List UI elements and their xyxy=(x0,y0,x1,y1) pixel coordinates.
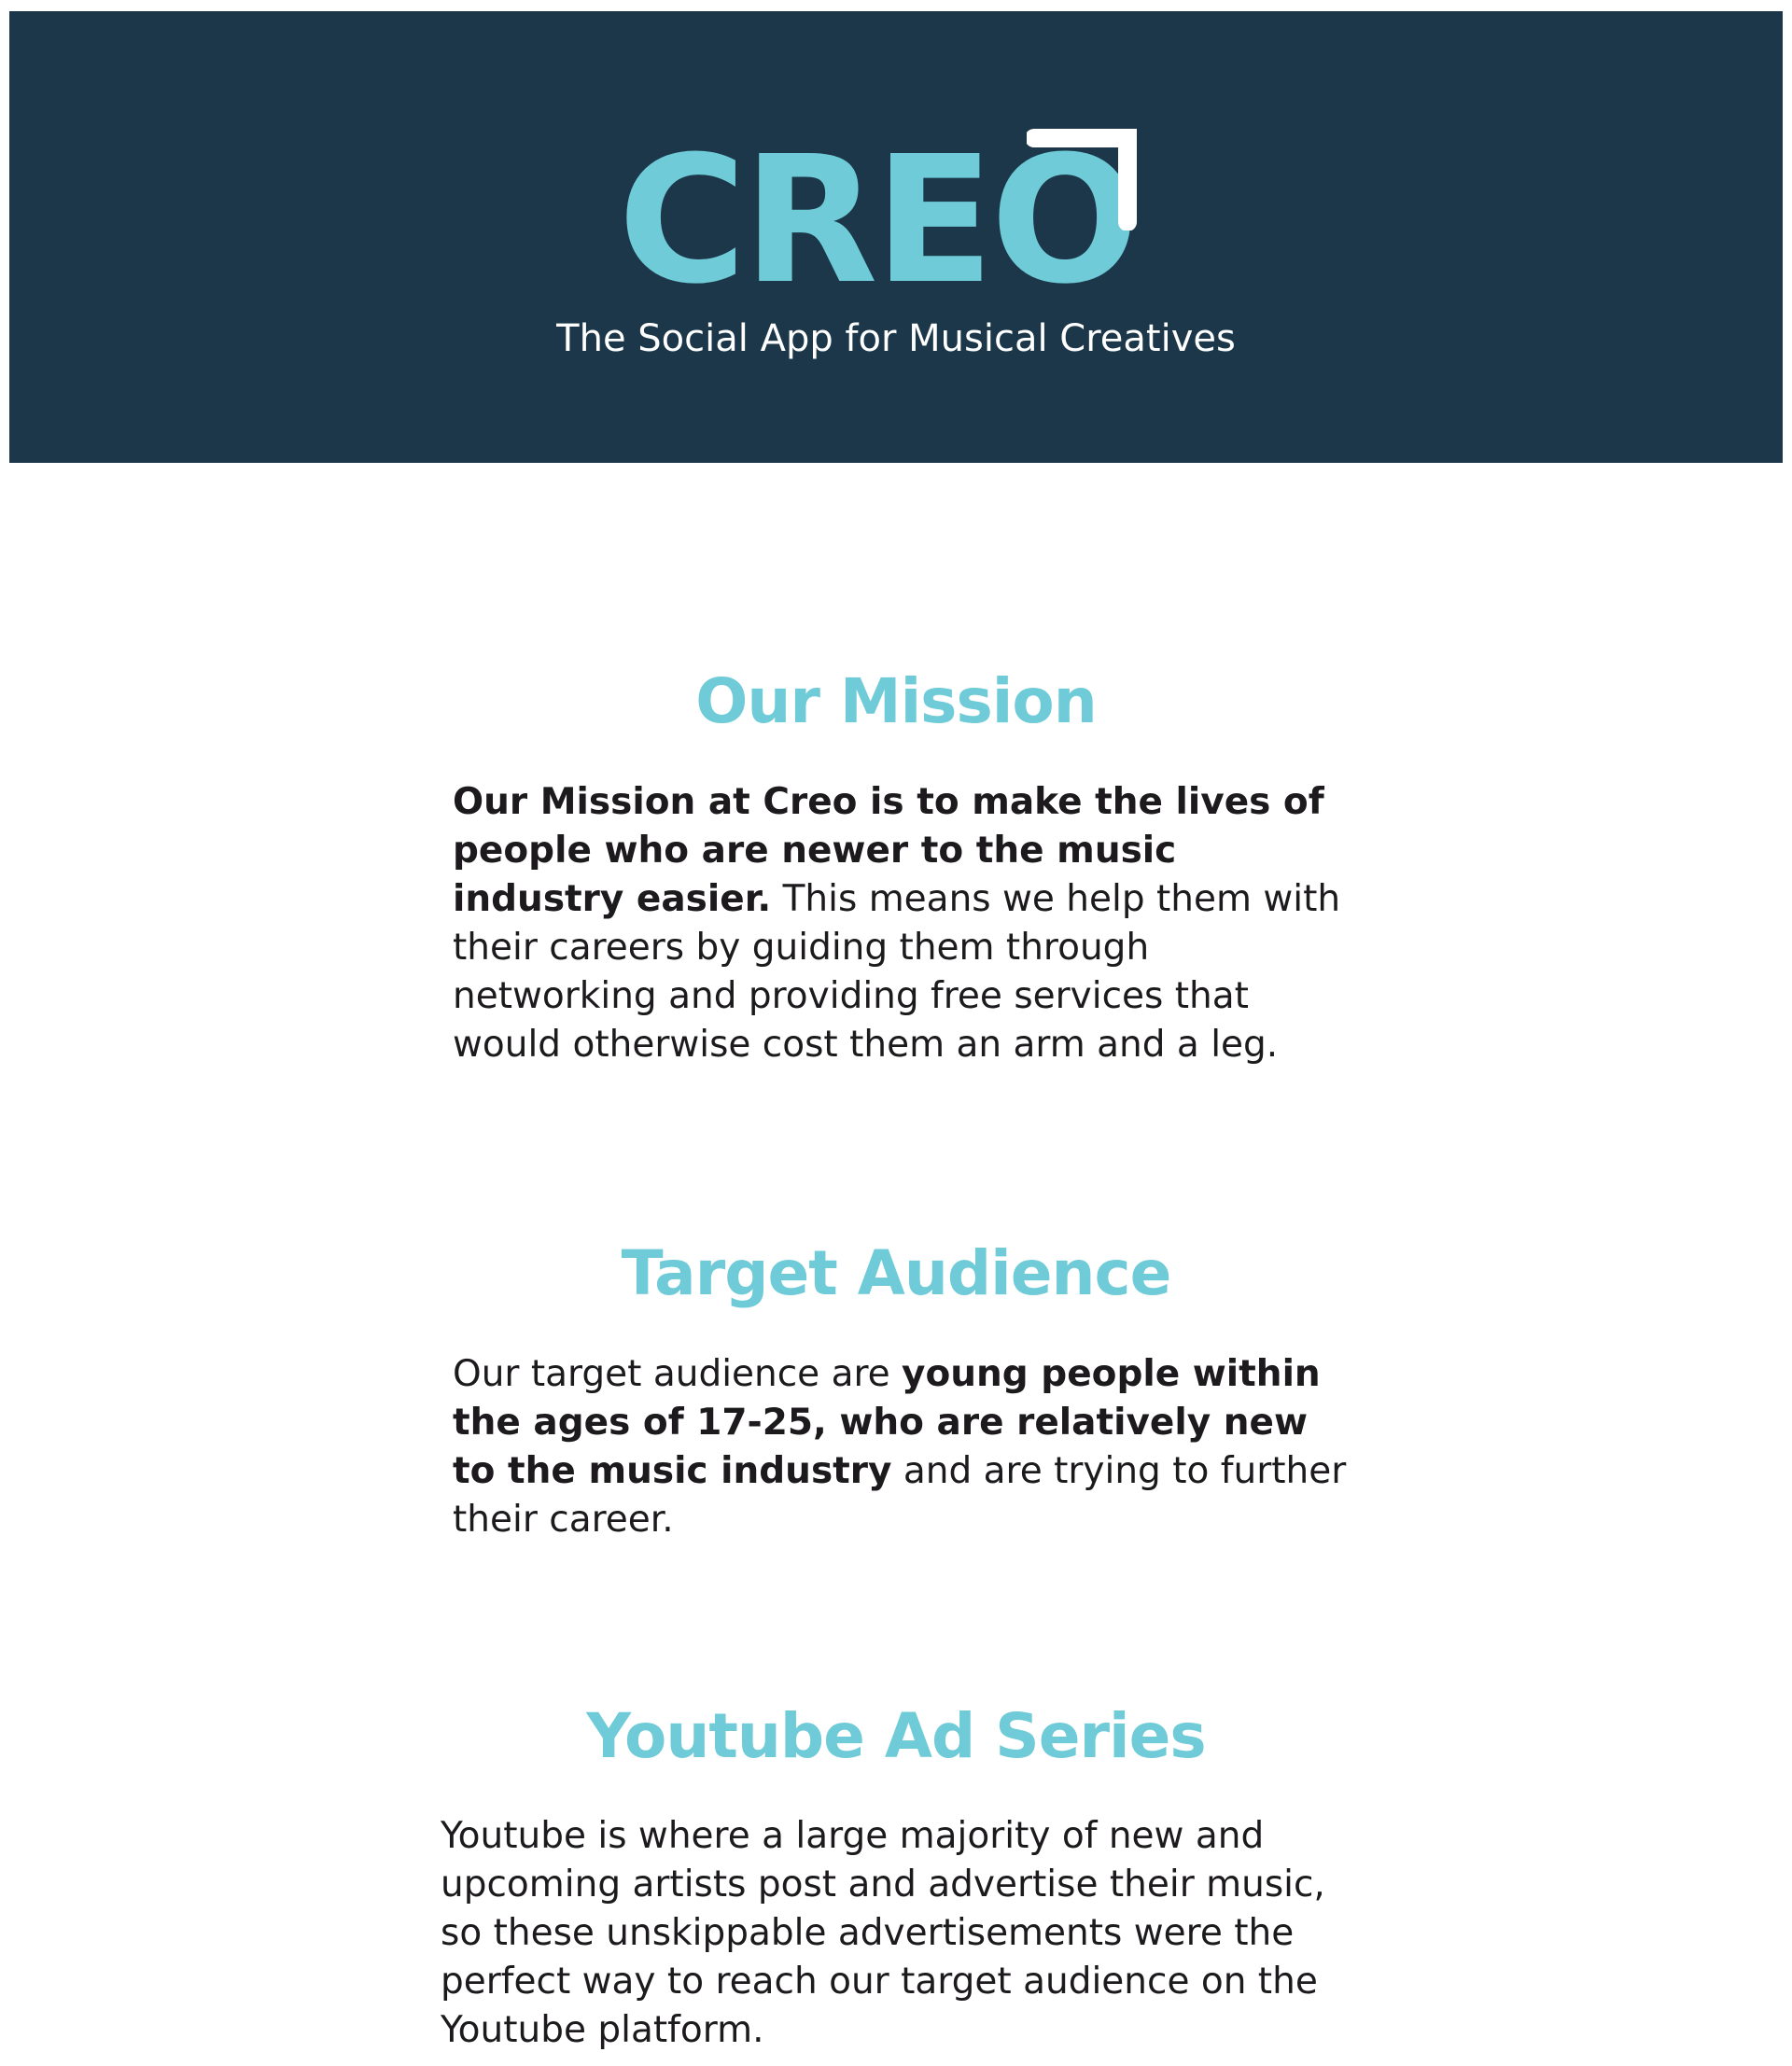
corner-arrow-icon xyxy=(1027,128,1139,230)
mission-title: Our Mission xyxy=(695,665,1097,737)
audience-body xyxy=(453,1350,1349,1544)
mission-body-rest: This means we help them with their careers by guiding them through networking and providing free services that would otherwise cost them an arm and a leg. xyxy=(453,878,1341,1066)
audience-body-end: and are trying to further their career. xyxy=(453,1450,1347,1541)
mission-body-bold: Our Mission at Creo is to make the lives of people who are newer to the music industry easier. xyxy=(453,781,1324,920)
logo-wordmark: CREO xyxy=(618,119,1136,323)
creo-logo xyxy=(618,119,1150,323)
hero-banner xyxy=(9,11,1783,463)
youtube-title: Youtube Ad Series xyxy=(586,1700,1206,1772)
tagline: The Social App for Musical Creatives xyxy=(556,317,1236,360)
mission-body xyxy=(453,778,1349,1069)
youtube-body: Youtube is where a large majority of new and upcoming artists post and advertise their music, so these unskippable advertisements were the perfect way to reach our target audience on the Youtube platform. xyxy=(441,1815,1325,2051)
audience-body-bold: young people within the ages of 17-25, who are relatively new to the music industry xyxy=(453,1353,1321,1492)
audience-title: Target Audience xyxy=(621,1237,1171,1309)
audience-body-start: Our target audience are xyxy=(453,1353,903,1395)
